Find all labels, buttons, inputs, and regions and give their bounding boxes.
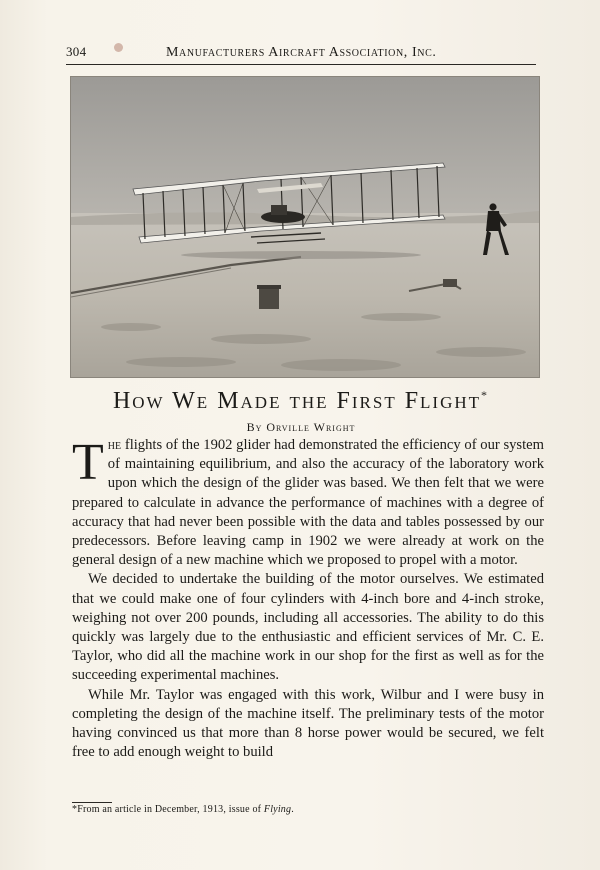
page-number: 304 bbox=[66, 44, 87, 59]
paragraph-2: We decided to undertake the building of the motor ourselves. We estimated that we could make one of four cylinders with 4-inch bore and 4-inch stroke, weighing not over 200 pounds, including all accessories. The ability to do this quickly was largely due to the enthusiastic and efficient services of Mr. C. E. Taylor, who did all the machine work in our shop for the first as well as for the succeeding experimental machines. bbox=[72, 571, 544, 684]
wright-flyer-photo bbox=[70, 76, 540, 378]
first-word-rest: he bbox=[107, 437, 122, 453]
paragraph-3: While Mr. Taylor was engaged with this work, Wilbur and I were busy in completing the design of the machine itself. The preliminary tests of the motor having convinced us that more than 8 horse power would be secured, we felt free to add enough weight to build bbox=[72, 686, 544, 761]
drop-cap: T bbox=[72, 434, 104, 491]
article-title bbox=[66, 388, 536, 415]
footnote-end: . bbox=[291, 804, 294, 815]
article-title-text: How We Made the First Flight bbox=[112, 388, 482, 414]
paragraph-1 bbox=[72, 436, 544, 570]
paragraph-1-text: flights of the 1902 glider had demonstrated the efficiency of our system of maintaining equilibrium, and also the accuracy of the laboratory work upon which the design of the glider was based. We then felt that we were prepared to calculate in advance the performance of machines with a degree of accuracy that had never been possible with the data and tables possessed by our predecessors. Before leaving camp in 1902 we were already at work on the general design of a new machine which we proposed to propel with a motor. bbox=[72, 437, 544, 569]
byline: By Orville Wright bbox=[246, 420, 356, 434]
paper-stain bbox=[114, 43, 123, 52]
header-rule bbox=[66, 64, 536, 65]
footnote-marker: * bbox=[481, 388, 490, 402]
publication-name: Manufacturers Aircraft Association, Inc. bbox=[166, 45, 437, 60]
footnote-text: *From an article in December, 1913, issue of bbox=[72, 804, 264, 815]
article-body bbox=[72, 436, 544, 762]
footnote-rule bbox=[72, 802, 112, 803]
footnote-source: Flying bbox=[263, 804, 292, 815]
footnote bbox=[72, 804, 532, 815]
running-head bbox=[66, 44, 536, 64]
photo-illustration bbox=[71, 77, 539, 377]
